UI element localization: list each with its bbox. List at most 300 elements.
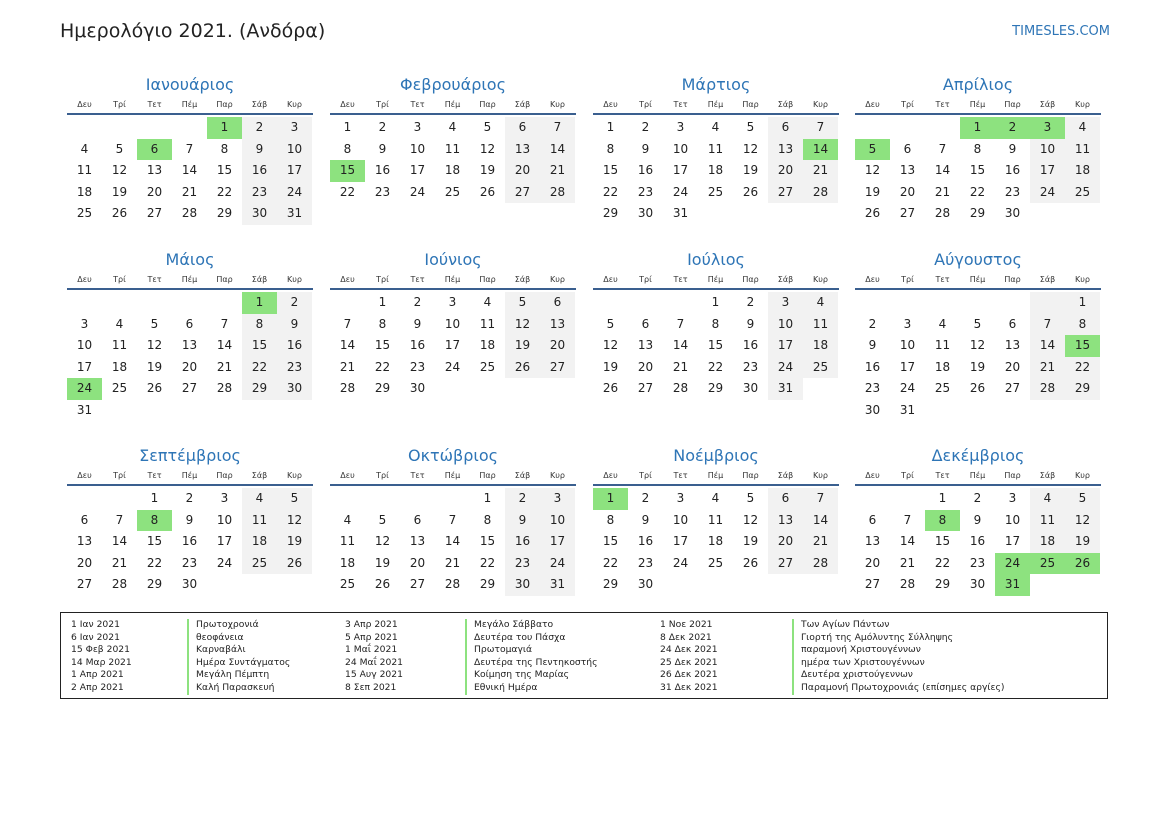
day-cell: 26 xyxy=(479,184,496,199)
brand-link[interactable]: TIMESLES.COM xyxy=(1012,24,1110,39)
day-cell: 9 xyxy=(505,510,540,532)
day-cell: 26 xyxy=(505,357,540,379)
day-cell: 16 xyxy=(505,531,540,553)
day-cell: 6 xyxy=(768,488,803,510)
day-cell: 9 xyxy=(185,512,194,527)
day-cell: 12 xyxy=(742,512,759,527)
legend-row xyxy=(71,682,290,695)
empty-cell xyxy=(67,117,102,139)
weekday-label: Τρί xyxy=(901,275,914,284)
day-cell: 21 xyxy=(216,359,233,374)
weekday-label: Σάβ xyxy=(1039,471,1056,480)
legend-row xyxy=(71,669,290,682)
weekday-label: Σάβ xyxy=(251,100,268,109)
day-cell: 2 xyxy=(378,120,387,134)
day-cell: 15 xyxy=(242,335,277,357)
day-cell: 17 xyxy=(76,359,93,374)
day-cell: 16 xyxy=(181,534,198,549)
day-cell: 13 xyxy=(76,534,93,549)
holiday-name: Των Αγίων Πάντων xyxy=(792,619,889,632)
day-cell: 24 xyxy=(216,555,233,570)
month-block xyxy=(330,444,576,596)
day-cell: 1 xyxy=(150,491,159,505)
day-cell: 12 xyxy=(111,163,128,178)
day-cell: 17 xyxy=(444,338,461,353)
day-cell: 14 xyxy=(339,338,356,353)
day-cell: 11 xyxy=(111,338,128,353)
weekday-label: Κυρ xyxy=(550,275,565,284)
day-cell: 9 xyxy=(746,316,755,331)
weekday-label: Δευ xyxy=(77,100,92,109)
day-cell: 16 xyxy=(1004,163,1021,178)
day-cell: 30 xyxy=(1004,206,1021,221)
day-cell: 18 xyxy=(707,534,724,549)
day-cell: 22 xyxy=(707,359,724,374)
weekday-label: Κυρ xyxy=(1075,471,1090,480)
day-cell: 15 xyxy=(602,534,619,549)
day-cell: 25 xyxy=(479,359,496,374)
day-cell: 19 xyxy=(602,359,619,374)
empty-cell xyxy=(1030,292,1065,314)
day-cell: 14 xyxy=(672,338,689,353)
day-cell: 27 xyxy=(540,357,575,379)
weekday-label: Σάβ xyxy=(251,471,268,480)
day-grid xyxy=(330,292,575,400)
holiday-date: 1 Απρ 2021 xyxy=(71,669,124,681)
empty-cell xyxy=(890,292,925,314)
weekday-header xyxy=(67,97,313,115)
day-cell: 27 xyxy=(768,182,803,204)
weekday-label: Δευ xyxy=(603,471,618,480)
weekday-label: Δευ xyxy=(865,275,880,284)
day-cell: 8 xyxy=(483,512,492,527)
day-cell: 12 xyxy=(374,534,391,549)
holiday-name: Δευτέρα της Πεντηκοστής xyxy=(465,657,598,670)
day-cell: 11 xyxy=(934,338,951,353)
day-cell: 11 xyxy=(339,534,356,549)
day-cell: 4 xyxy=(242,488,277,510)
holiday-date: 8 Δεκ 2021 xyxy=(660,631,712,643)
day-cell: 27 xyxy=(181,381,198,396)
day-cell: 23 xyxy=(742,359,759,374)
day-cell: 3 xyxy=(676,120,685,134)
weekday-header xyxy=(593,97,839,115)
day-cell: 28 xyxy=(1030,378,1065,400)
day-cell: 9 xyxy=(277,314,312,336)
day-cell: 16 xyxy=(637,534,654,549)
empty-cell xyxy=(855,488,890,510)
empty-cell xyxy=(102,488,137,510)
weekday-label: Σάβ xyxy=(777,275,794,284)
day-cell: 23 xyxy=(969,555,986,570)
holiday-day-cell: 3 xyxy=(1030,117,1065,139)
day-cell: 17 xyxy=(216,534,233,549)
day-cell: 15 xyxy=(479,534,496,549)
day-cell: 21 xyxy=(803,160,838,182)
weekday-header xyxy=(67,272,313,290)
day-cell: 11 xyxy=(242,510,277,532)
day-cell: 3 xyxy=(80,316,89,331)
holiday-day-cell: 6 xyxy=(137,139,172,161)
weekday-label: Κυρ xyxy=(287,100,302,109)
day-cell: 19 xyxy=(146,359,163,374)
day-cell: 23 xyxy=(181,555,198,570)
holiday-date: 1 Νοε 2021 xyxy=(660,619,713,630)
holiday-name: Εθνική Ημέρα xyxy=(465,682,537,695)
day-cell: 4 xyxy=(483,295,492,309)
day-cell: 2 xyxy=(242,117,277,139)
day-cell: 5 xyxy=(150,316,159,331)
day-cell: 3 xyxy=(768,292,803,314)
day-cell: 5 xyxy=(277,488,312,510)
day-cell: 17 xyxy=(1004,534,1021,549)
day-cell: 18 xyxy=(242,531,277,553)
month-name: Μάιος xyxy=(165,250,215,269)
day-cell: 30 xyxy=(969,577,986,592)
day-cell: 7 xyxy=(115,512,124,527)
day-cell: 9 xyxy=(641,141,650,156)
day-cell: 12 xyxy=(742,141,759,156)
day-cell: 31 xyxy=(768,378,803,400)
day-cell: 21 xyxy=(1030,357,1065,379)
day-cell: 19 xyxy=(374,555,391,570)
day-cell: 27 xyxy=(899,206,916,221)
month-block xyxy=(67,444,313,596)
empty-cell xyxy=(137,292,172,314)
day-cell: 31 xyxy=(672,206,689,221)
weekday-label: Τρί xyxy=(376,471,389,480)
page-title: Ημερολόγιο 2021. (Ανδόρα) xyxy=(60,20,326,42)
holiday-date: 6 Ιαν 2021 xyxy=(71,631,120,643)
day-cell: 18 xyxy=(1065,160,1100,182)
day-grid xyxy=(855,117,1100,225)
day-cell: 18 xyxy=(444,163,461,178)
day-cell: 24 xyxy=(1030,182,1065,204)
weekday-label: Δευ xyxy=(77,275,92,284)
weekday-label: Κυρ xyxy=(287,471,302,480)
day-cell: 10 xyxy=(672,141,689,156)
day-cell: 10 xyxy=(1030,139,1065,161)
holiday-date: 3 Απρ 2021 xyxy=(345,619,398,630)
weekday-label: Κυρ xyxy=(287,275,302,284)
day-cell: 5 xyxy=(746,120,755,134)
weekday-label: Τρί xyxy=(639,275,652,284)
weekday-label: Σάβ xyxy=(1039,100,1056,109)
weekday-label: Κυρ xyxy=(813,471,828,480)
day-cell: 28 xyxy=(803,182,838,204)
day-cell: 18 xyxy=(934,359,951,374)
legend-row xyxy=(345,657,598,670)
day-cell: 12 xyxy=(146,338,163,353)
day-cell: 3 xyxy=(676,491,685,505)
day-cell: 7 xyxy=(185,141,194,156)
weekday-label: Σάβ xyxy=(514,471,531,480)
month-block xyxy=(855,248,1101,422)
holiday-date: 14 Μαρ 2021 xyxy=(71,656,132,668)
weekday-label: Παρ xyxy=(1004,471,1021,480)
day-grid xyxy=(593,292,838,400)
day-grid xyxy=(593,488,838,596)
day-cell: 18 xyxy=(1030,531,1065,553)
day-cell: 5 xyxy=(606,316,615,331)
weekday-label: Τετ xyxy=(935,275,950,284)
day-cell: 29 xyxy=(216,206,233,221)
weekday-label: Πέμ xyxy=(181,471,198,480)
day-cell: 21 xyxy=(339,359,356,374)
day-cell: 21 xyxy=(181,184,198,199)
day-cell: 25 xyxy=(803,357,838,379)
day-cell: 2 xyxy=(505,488,540,510)
day-cell: 12 xyxy=(969,338,986,353)
day-cell: 29 xyxy=(242,378,277,400)
day-cell: 5 xyxy=(483,120,492,134)
day-cell: 28 xyxy=(540,182,575,204)
day-cell: 26 xyxy=(742,555,759,570)
day-cell: 8 xyxy=(1065,314,1100,336)
weekday-label: Πέμ xyxy=(707,275,724,284)
day-cell: 17 xyxy=(277,160,312,182)
day-cell: 21 xyxy=(803,531,838,553)
weekday-label: Κυρ xyxy=(550,471,565,480)
day-cell: 18 xyxy=(803,335,838,357)
day-cell: 29 xyxy=(602,577,619,592)
legend-row xyxy=(345,619,598,632)
empty-cell xyxy=(102,117,137,139)
empty-cell xyxy=(663,292,698,314)
day-cell: 22 xyxy=(374,359,391,374)
day-cell: 21 xyxy=(540,160,575,182)
day-cell: 10 xyxy=(277,139,312,161)
day-cell: 13 xyxy=(409,534,426,549)
weekday-label: Σάβ xyxy=(777,471,794,480)
weekday-header xyxy=(330,272,576,290)
holiday-name: Πρωτομαγιά xyxy=(465,644,532,657)
day-cell: 11 xyxy=(803,314,838,336)
day-cell: 9 xyxy=(1008,141,1017,156)
day-cell: 29 xyxy=(969,206,986,221)
day-cell: 19 xyxy=(111,184,128,199)
day-cell: 29 xyxy=(934,577,951,592)
holiday-name: θεοφάνεια xyxy=(187,632,244,645)
day-cell: 10 xyxy=(899,338,916,353)
day-grid xyxy=(67,117,312,225)
weekday-label: Κυρ xyxy=(1075,100,1090,109)
day-cell: 14 xyxy=(1030,335,1065,357)
day-cell: 10 xyxy=(768,314,803,336)
day-cell: 25 xyxy=(1065,182,1100,204)
day-cell: 26 xyxy=(602,381,619,396)
weekday-label: Σάβ xyxy=(514,275,531,284)
day-cell: 23 xyxy=(277,357,312,379)
day-cell: 9 xyxy=(868,338,877,353)
month-block xyxy=(855,73,1101,225)
weekday-label: Πέμ xyxy=(969,100,986,109)
weekday-label: Δευ xyxy=(340,471,355,480)
day-cell: 11 xyxy=(76,163,93,178)
weekday-label: Τρί xyxy=(901,100,914,109)
day-cell: 8 xyxy=(378,316,387,331)
day-cell: 27 xyxy=(76,577,93,592)
empty-cell xyxy=(330,488,365,510)
day-cell: 18 xyxy=(339,555,356,570)
day-cell: 26 xyxy=(146,381,163,396)
weekday-label: Πέμ xyxy=(444,275,461,284)
day-cell: 14 xyxy=(111,534,128,549)
day-cell: 16 xyxy=(969,534,986,549)
holiday-name: Μεγάλη Πέμπτη xyxy=(187,669,269,682)
day-cell: 11 xyxy=(707,141,724,156)
empty-cell xyxy=(628,292,663,314)
day-cell: 25 xyxy=(111,381,128,396)
weekday-label: Παρ xyxy=(216,275,233,284)
weekday-label: Τετ xyxy=(673,100,688,109)
day-cell: 4 xyxy=(343,512,352,527)
month-block xyxy=(855,444,1101,596)
weekday-label: Τετ xyxy=(410,275,425,284)
day-cell: 13 xyxy=(540,314,575,336)
day-cell: 25 xyxy=(76,206,93,221)
day-cell: 17 xyxy=(540,531,575,553)
day-cell: 29 xyxy=(374,381,391,396)
holiday-legend xyxy=(60,612,1108,699)
holiday-day-cell: 1 xyxy=(960,117,995,139)
day-cell: 24 xyxy=(768,357,803,379)
day-cell: 25 xyxy=(707,184,724,199)
day-cell: 17 xyxy=(672,534,689,549)
weekday-label: Τετ xyxy=(673,471,688,480)
holiday-name: Παραμονή Πρωτοχρονιάς (επίσημες αργίες) xyxy=(792,682,1005,695)
day-cell: 21 xyxy=(899,555,916,570)
day-cell: 31 xyxy=(899,402,916,417)
month-name: Ιανουάριος xyxy=(145,75,235,94)
day-cell: 11 xyxy=(479,316,496,331)
day-cell: 7 xyxy=(938,141,947,156)
day-cell: 15 xyxy=(707,338,724,353)
day-cell: 30 xyxy=(181,577,198,592)
legend-row xyxy=(71,619,290,632)
day-cell: 5 xyxy=(746,491,755,505)
day-cell: 3 xyxy=(448,295,457,309)
day-cell: 6 xyxy=(768,117,803,139)
day-cell: 9 xyxy=(973,512,982,527)
day-cell: 24 xyxy=(672,555,689,570)
day-cell: 6 xyxy=(540,292,575,314)
day-cell: 17 xyxy=(409,163,426,178)
weekday-label: Πέμ xyxy=(969,275,986,284)
weekday-label: Τετ xyxy=(147,471,162,480)
legend-column-3 xyxy=(660,619,1005,695)
day-cell: 8 xyxy=(606,512,615,527)
empty-cell xyxy=(855,292,890,314)
holiday-date: 15 Φεβ 2021 xyxy=(71,644,130,656)
weekday-header xyxy=(330,97,576,115)
holiday-day-cell: 2 xyxy=(995,117,1030,139)
day-cell: 17 xyxy=(768,335,803,357)
weekday-label: Τρί xyxy=(639,100,652,109)
day-cell: 28 xyxy=(111,577,128,592)
day-cell: 20 xyxy=(864,555,881,570)
day-cell: 14 xyxy=(444,534,461,549)
day-cell: 15 xyxy=(216,163,233,178)
day-cell: 6 xyxy=(641,316,650,331)
day-cell: 30 xyxy=(864,402,881,417)
day-cell: 26 xyxy=(374,577,391,592)
day-cell: 17 xyxy=(899,359,916,374)
day-cell: 19 xyxy=(742,163,759,178)
day-cell: 27 xyxy=(637,381,654,396)
day-cell: 30 xyxy=(637,577,654,592)
day-cell: 8 xyxy=(606,141,615,156)
day-cell: 10 xyxy=(1004,512,1021,527)
month-name: Ιούνιος xyxy=(424,250,482,269)
day-cell: 20 xyxy=(1004,359,1021,374)
weekday-label: Κυρ xyxy=(550,100,565,109)
day-cell: 13 xyxy=(768,139,803,161)
weekday-label: Τρί xyxy=(113,471,126,480)
day-cell: 22 xyxy=(1065,357,1100,379)
legend-row xyxy=(660,632,1005,645)
day-cell: 12 xyxy=(1065,510,1100,532)
empty-cell xyxy=(925,292,960,314)
day-grid xyxy=(67,292,312,422)
day-cell: 30 xyxy=(242,203,277,225)
weekday-label: Τετ xyxy=(410,471,425,480)
day-cell: 2 xyxy=(868,316,877,331)
holiday-day-cell: 15 xyxy=(330,160,365,182)
holiday-day-cell: 1 xyxy=(242,292,277,314)
day-cell: 13 xyxy=(505,139,540,161)
weekday-label: Δευ xyxy=(77,471,92,480)
holiday-date: 8 Σεπ 2021 xyxy=(345,681,397,693)
day-cell: 20 xyxy=(76,555,93,570)
legend-row xyxy=(71,632,290,645)
day-cell: 5 xyxy=(973,316,982,331)
weekday-label: Σάβ xyxy=(777,100,794,109)
day-cell: 6 xyxy=(80,512,89,527)
day-cell: 29 xyxy=(479,577,496,592)
weekday-label: Δευ xyxy=(865,100,880,109)
day-cell: 25 xyxy=(339,577,356,592)
day-cell: 11 xyxy=(1065,139,1100,161)
day-cell: 11 xyxy=(444,141,461,156)
legend-column-1 xyxy=(71,619,290,695)
day-cell: 21 xyxy=(444,555,461,570)
day-cell: 4 xyxy=(1030,488,1065,510)
weekday-label: Δευ xyxy=(865,471,880,480)
weekday-label: Σάβ xyxy=(1039,275,1056,284)
day-cell: 24 xyxy=(409,184,426,199)
day-cell: 26 xyxy=(864,206,881,221)
holiday-day-cell: 8 xyxy=(925,510,960,532)
weekday-label: Τρί xyxy=(376,275,389,284)
day-cell: 13 xyxy=(1004,338,1021,353)
day-cell: 12 xyxy=(277,510,312,532)
day-cell: 4 xyxy=(1065,117,1100,139)
holiday-day-cell: 26 xyxy=(1065,553,1100,575)
day-grid xyxy=(593,117,838,225)
holiday-date: 15 Αυγ 2021 xyxy=(345,669,403,681)
day-cell: 27 xyxy=(768,553,803,575)
day-cell: 30 xyxy=(742,381,759,396)
weekday-label: Τρί xyxy=(639,471,652,480)
day-cell: 17 xyxy=(1030,160,1065,182)
day-cell: 13 xyxy=(899,163,916,178)
day-cell: 19 xyxy=(277,531,312,553)
day-cell: 3 xyxy=(220,491,229,505)
weekday-header xyxy=(855,468,1101,486)
month-block xyxy=(67,248,313,422)
day-cell: 23 xyxy=(1004,184,1021,199)
